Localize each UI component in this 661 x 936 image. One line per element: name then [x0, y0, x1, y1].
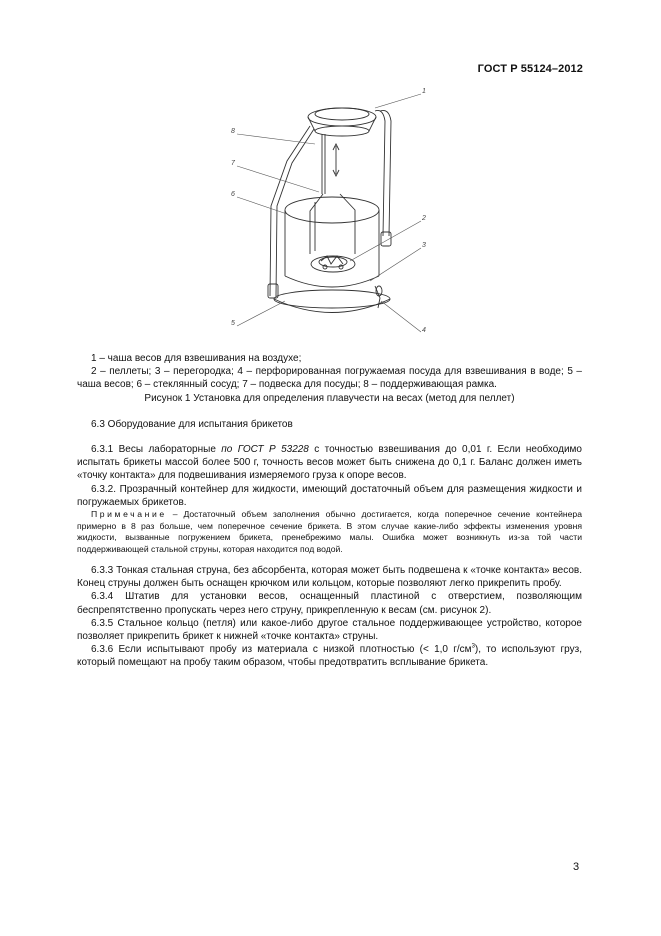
section-body-continued [77, 564, 582, 670]
paragraph-6-3-1 [77, 443, 582, 483]
paragraph-6-3-2: 6.3.2. Прозрачный контейнер для жидкости, имеющий достаточный объем для размещения жидкости и погружаемых брикетов. [77, 483, 582, 508]
figure-label-6: 6 [231, 191, 235, 198]
p636-text: 6.3.6 Если испытывают пробу из материала с низкой плотностью (< 1,0 г/см [91, 644, 472, 656]
paragraph-6-3-3: 6.3.3 Тонкая стальная струна, без абсорбента, которая может быть подвешена к «точке контакта» весов. Конец струны должен быть оснащен крючком или кольцом, которые позволяют легко прикрепить пробу. [77, 565, 582, 590]
note-label: Примечание [91, 509, 167, 520]
note-text: – Достаточный объем заполнения обычно достигается, когда поперечное сечение контейнера примерно в 8 раз больше, чем поперечное сечение брикета. В этом случае какие-либо эффекты изменения уровня жидкости, вызванные погружением брикета, пренебрежимо малы. Ошибка может возникнуть из-за той части поддерживающей стальной струны, которая находится под водой. [77, 509, 582, 554]
figure-label-5: 5 [231, 320, 235, 327]
page-number: 3 [573, 861, 580, 873]
paragraph-6-3-6 [77, 643, 582, 669]
figure-label-8: 8 [231, 128, 235, 135]
p631-text: 6.3.1 Весы лабораторные [91, 444, 222, 455]
note-paragraph [77, 509, 582, 555]
paragraph-6-3-4: 6.3.4 Штатив для установки весов, оснащенный пластиной с отверстием, позволяющим беспрепятственно пропускать через него струну, прикрепленную к весам (см. рисунок 2). [77, 591, 582, 616]
section-heading [77, 418, 582, 431]
legend-line: 1 – чаша весов для взвешивания на воздухе; [91, 353, 302, 364]
figure-label-1: 1 [422, 88, 426, 95]
figure-caption: Рисунок 1 Установка для определения плавучести на весах (метод для пеллет) [144, 392, 515, 404]
figure-label-7: 7 [231, 160, 235, 167]
legend-line: 2 – пеллеты; 3 – перегородка; 4 – перфорированная погружаемая посуда для взвешивания в воде; 5 – чаша весов; 6 – стеклянный сосуд; 7 – подвеска для посуды; 8 – поддерживающая рамка. [77, 366, 582, 391]
figure-label-4: 4 [422, 327, 426, 334]
document-header: ГОСТ Р 55124–2012 [477, 63, 583, 75]
p631-text-end: с точностью взвешивания до 0,01 г. Если необходимо испытать брикеты массой более 500 г, точность весов может быть снижена до 0,1 г. Баланс должен иметь «точку контакта» для подвешивания измеряемого груза к опоре весов. [77, 444, 582, 482]
figure-label-3: 3 [422, 242, 426, 249]
p631-reference: по ГОСТ Р 53228 [221, 444, 309, 455]
paragraph-6-3-5: 6.3.5 Стальное кольцо (петля) или какое-либо другое стальное поддерживающее устройство, которое позволяет прикрепить брикет к нижней «точке контакта» струны. [77, 617, 582, 643]
p636-text-end: ), то используют груз, который помещают на пробу таким образом, чтобы предотвратить всплывание брикета. [77, 644, 582, 669]
apparatus-figure [215, 86, 445, 344]
section-title: 6.3 Оборудование для испытания брикетов [91, 419, 293, 430]
section-body [77, 443, 582, 555]
apparatus-drawing [215, 86, 445, 344]
figure-label-2: 2 [422, 215, 426, 222]
figure-legend [77, 352, 582, 405]
p636-superscript: 3 [471, 643, 475, 650]
